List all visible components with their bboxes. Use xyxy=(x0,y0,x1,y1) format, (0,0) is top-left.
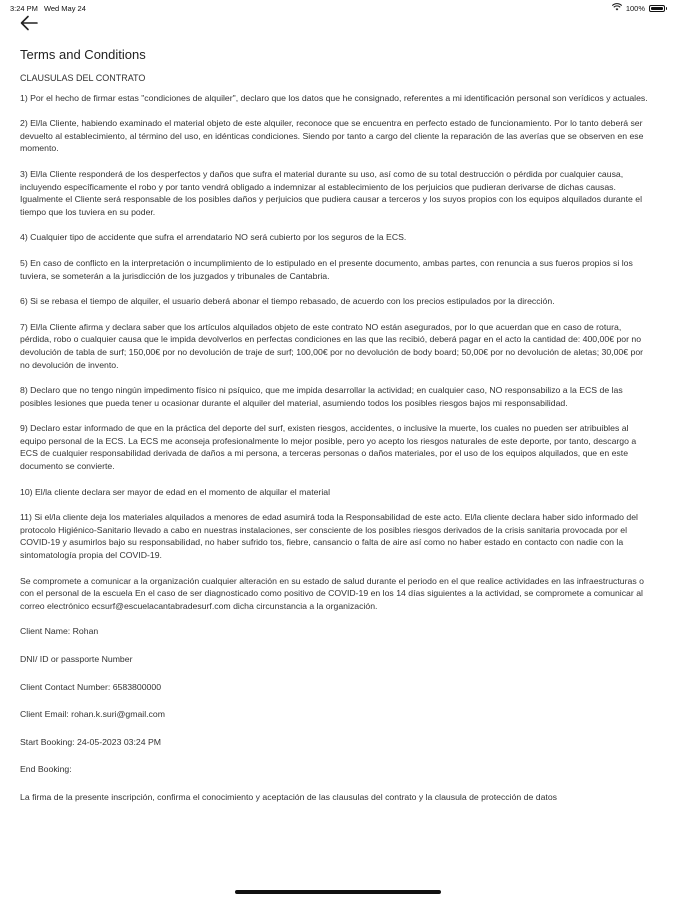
client-id-number: DNI/ ID or passporte Number xyxy=(20,654,133,664)
terms-content[interactable] xyxy=(20,46,655,817)
battery-icon xyxy=(649,5,665,12)
signature-statement: La firma de la presente inscripción, confirma el conocimiento y aceptación de las clausulas del contrato y la clausula de protección de datos xyxy=(20,791,557,802)
covid-commitment: Se compromete a comunicar a la organización cualquier alteración en su estado de salud durante el periodo en el que realice actividades en las infraestructuras o con el personal de la escuela En el caso de ser diagnosticado como positivo de COVID-19 en los 14 días siguientes a la actividad, se compromete a comunicar al correo electrónico ecsurf@escuelacantabradesurf.com dicha circunstancia a la organización. xyxy=(20,575,644,611)
clause-6: 6) Si se rebasa el tiempo de alquiler, el usuario deberá abonar el tiempo rebasado, de acuerdo con los precios estipulados por la dirección. xyxy=(20,296,555,307)
clause-8: 8) Declaro que no tengo ningún impedimento físico ni psíquico, que me impida desarrollar la actividad; en cualquier caso, NO responsabilizo a la ECS de las posibles lesiones que pueda tener u ocasionar durante el alquiler del material, asumiendo todos los posibles riesgos bajos mi responsabilidad. xyxy=(20,385,623,408)
status-time: 3:24 PM xyxy=(10,3,38,13)
status-bar xyxy=(0,0,675,16)
home-indicator[interactable] xyxy=(235,890,441,894)
clause-4: 4) Cualquier tipo de accidente que sufra el arrendatario NO será cubierto por los seguros de la ECS. xyxy=(20,232,407,243)
clause-2: 2) El/la Cliente, habiendo examinado el material objeto de este alquiler, reconoce que se encuentra en perfecto estado de funcionamiento. Por lo tanto deberá ser devuelto al establecimiento, al término del uso, en idénticas condiciones. Siendo por tanto a cargo del cliente la reparación de las averías que se observen en ese momento. xyxy=(20,118,644,154)
clause-5: 5) En caso de conflicto en la interpretación o incumplimiento de lo estipulado en el presente documento, ambas partes, con renuncia a sus fueros propios si los tuviera, se someterán a la jurisdicción de los juzgados y tribunales de Cantabria. xyxy=(20,257,633,281)
clause-1: 1) Por el hecho de firmar estas "condiciones de alquiler", declaro que los datos que he consignado, referentes a mi identificación personal son verídicos y actuales. xyxy=(20,92,648,103)
back-button[interactable] xyxy=(18,14,40,36)
client-contact-number: Client Contact Number: 6583800000 xyxy=(20,681,162,692)
battery-percent: 100% xyxy=(625,3,645,13)
clause-11: 11) Si el/la cliente deja los materiales alquilados a menores de edad asumirá toda la Responsabilidad de este acto. El/la cliente declara haber sido informado del protocolo Higiénico-Sanitario llevado a cabo en nuestras instalaciones, ser consciente de los posibles riesgos derivados de la crisis sanitaria provocada por el COVID-19 y asumirlos bajo su responsabilidad, no haber sufrido tos, fiebre, cansancio o falta de aire así como no haber estado en contacto con nadie con la sintomatología propia del COVID-19. xyxy=(20,512,638,561)
wifi-icon xyxy=(612,3,622,13)
page-title: Terms and Conditions xyxy=(20,47,146,62)
client-email: Client Email: rohan.k.suri@gmail.com xyxy=(20,709,165,720)
status-right xyxy=(612,3,665,13)
section-heading: CLAUSULAS DEL CONTRATO xyxy=(20,73,146,83)
clause-9: 9) Declaro estar informado de que en la práctica del deporte del surf, existen riesgos, accidentes, o inclusive la muerte, los cuales no pueden ser atribuibles al equipo personal de la ECS. La ECS me aconseja profesionalmente lo mejor posible, pero yo acepto los riesgos naturales de este deporte, por tanto, descargo a ECS de cualquier responsabilidad derivada de daños a mi persona, a terceras personas o daños materiales, por el uso de los equipos alquilados, que en este documento se convierte. xyxy=(20,423,637,472)
arrow-left-icon xyxy=(20,15,38,36)
start-booking: Start Booking: 24-05-2023 03:24 PM xyxy=(20,736,162,747)
client-name: Client Name: Rohan xyxy=(20,626,99,637)
end-booking: End Booking: xyxy=(20,764,72,775)
clause-7: 7) El/la Cliente afirma y declara saber que los artículos alquilados objeto de este contrato NO están asegurados, por lo que acuerdan que en caso de rotura, pérdida, robo o cualquier causa que le impida devolverlos en perfectas condiciones en las que las recibió, deberá pagar en el acto la cantidad de: 400,00€ por no devolución de tabla de surf; 150,00€ por no devolución de traje de surf; 100,00€ por no devolución de body board; 50,00€ por no devolución de aletas; 30,00€ por no devolución de invento. xyxy=(20,321,644,370)
clause-3: 3) El/la Cliente responderá de los desperfectos y daños que sufra el material durante su uso, así como de su total destrucción o pérdida por cualquier causa, incluyendo específicamente el robo y por tanto vendrá obligado a indemnizar al establecimiento de los perjuicios que pudieran derivarse de dichas causas. Igualmente el Cliente será responsable de los posibles daños y perjuicios que pudiera causar a terceros y los suyos propios con los equipos alquilados durante el tiempo que los tuviera en su poder. xyxy=(20,168,643,217)
clause-10: 10) El/la cliente declara ser mayor de edad en el momento de alquilar el material xyxy=(20,486,331,497)
status-date: Wed May 24 xyxy=(43,3,86,13)
